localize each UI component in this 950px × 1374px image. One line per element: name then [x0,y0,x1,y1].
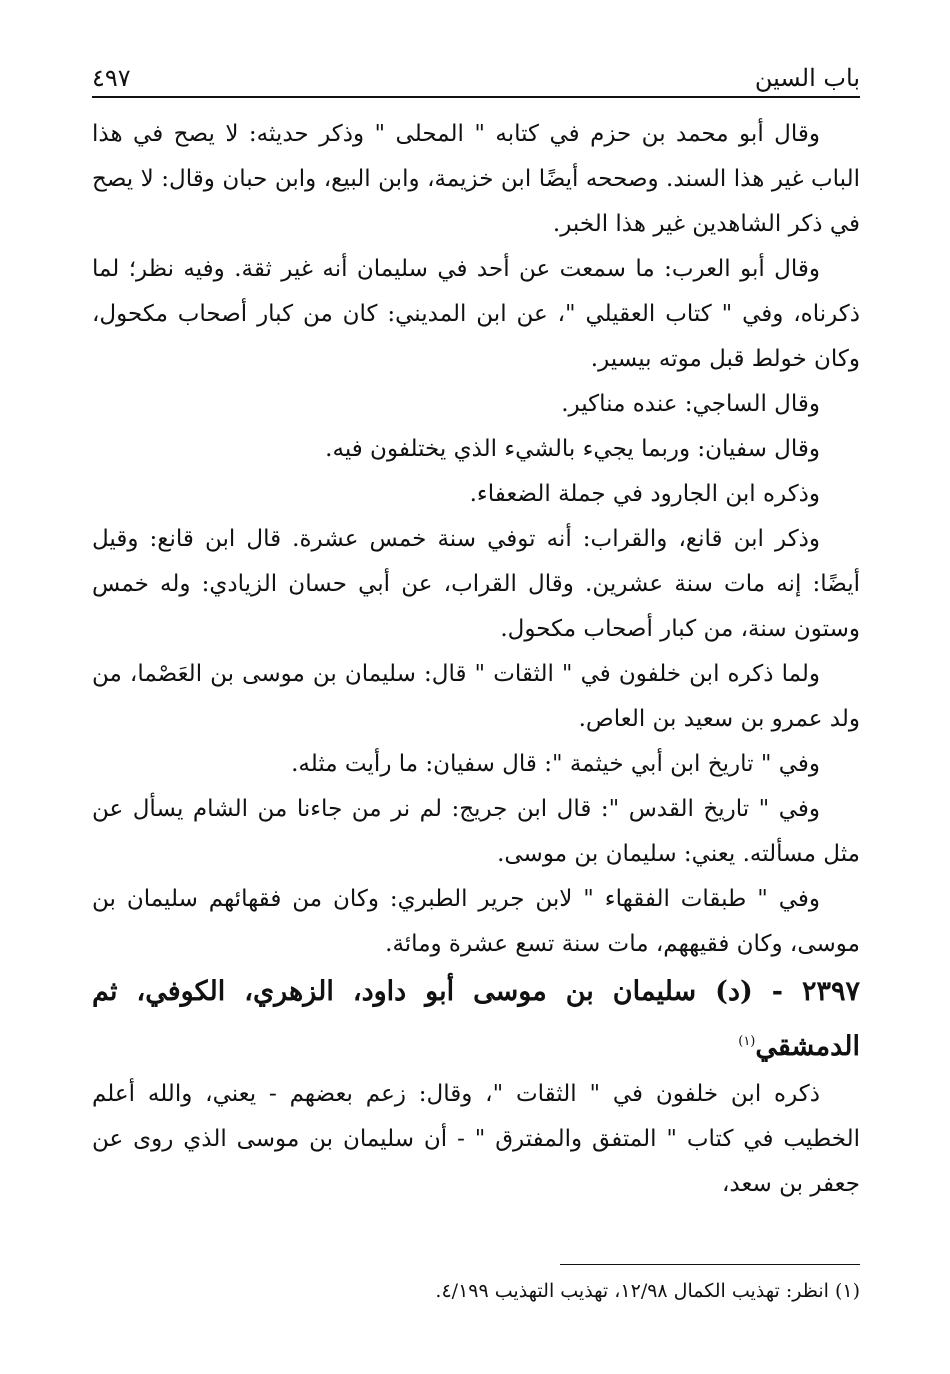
paragraph: وقال أبو العرب: ما سمعت عن أحد في سليمان أنه غير ثقة. وفيه نظر؛ لما ذكرناه، وفي " كتاب العقيلي "، عن ابن المديني: كان من كبار أصحاب مكحول، وكان خولط قبل موته بيسير. [92,256,860,372]
paragraph: ولما ذكره ابن خلفون في " الثقات " قال: سليمان بن موسى بن العَصْما، من ولد عمرو بن سعيد بن العاص. [92,661,860,732]
paragraph: وفي " تاريخ ابن أبي خيثمة ": قال سفيان: ما رأيت مثله. [291,751,820,777]
main-text [92,112,860,1207]
paragraph: وذكره ابن الجارود في جملة الضعفاء. [469,481,820,507]
paragraph: وقال أبو محمد بن حزم في كتابه " المحلى " وذكر حديثه: لا يصح في هذا الباب غير هذا السند. وصححه أيضًا ابن خزيمة، وابن البيع، وابن حبان وقال: لا يصح في ذكر الشاهدين غير هذا الخبر. [92,121,860,237]
paragraph: وفي " تاريخ القدس ": قال ابن جريج: لم نر من جاءنا من الشام يسأل عن مثل مسألته. يعني: سليمان بن موسى. [92,796,860,867]
entry-heading [92,967,860,1072]
chapter-title: باب السين [754,64,860,92]
footnote: (١) انظر: تهذيب الكمال ١٢/٩٨، تهذيب التهذيب ٤/١٩٩. [435,1280,860,1302]
paragraph: وقال سفيان: وربما يجيء بالشيء الذي يختلفون فيه. [325,436,820,462]
entry-heading-text: ٢٣٩٧ - (د) سليمان بن موسى أبو داود، الزهري، الكوفي، ثم الدمشقي [92,976,860,1062]
paragraph: ذكره ابن خلفون في " الثقات "، وقال: زعم بعضهم - يعني، والله أعلم الخطيب في كتاب " المتفق والمفترق " - أن سليمان بن موسى الذي روى عن جعفر بن سعد، [92,1081,860,1197]
page-number: ٤٩٧ [92,64,131,92]
paragraph: وذكر ابن قانع، والقراب: أنه توفي سنة خمس عشرة. قال ابن قانع: وقيل أيضًا: إنه مات سنة عشرين. وقال القراب، عن أبي حسان الزيادي: وله خمس وستون سنة، من كبار أصحاب مكحول. [92,526,860,642]
footnote-divider [560,1264,860,1265]
paragraph: وفي " طبقات الفقهاء " لابن جرير الطبري: وكان من فقهائهم سليمان بن موسى، وكان فقيههم، مات سنة تسع عشرة ومائة. [92,886,860,957]
page-header [92,56,860,98]
footnote-marker: (١) [738,1034,756,1049]
paragraph: وقال الساجي: عنده مناكير. [561,391,820,417]
